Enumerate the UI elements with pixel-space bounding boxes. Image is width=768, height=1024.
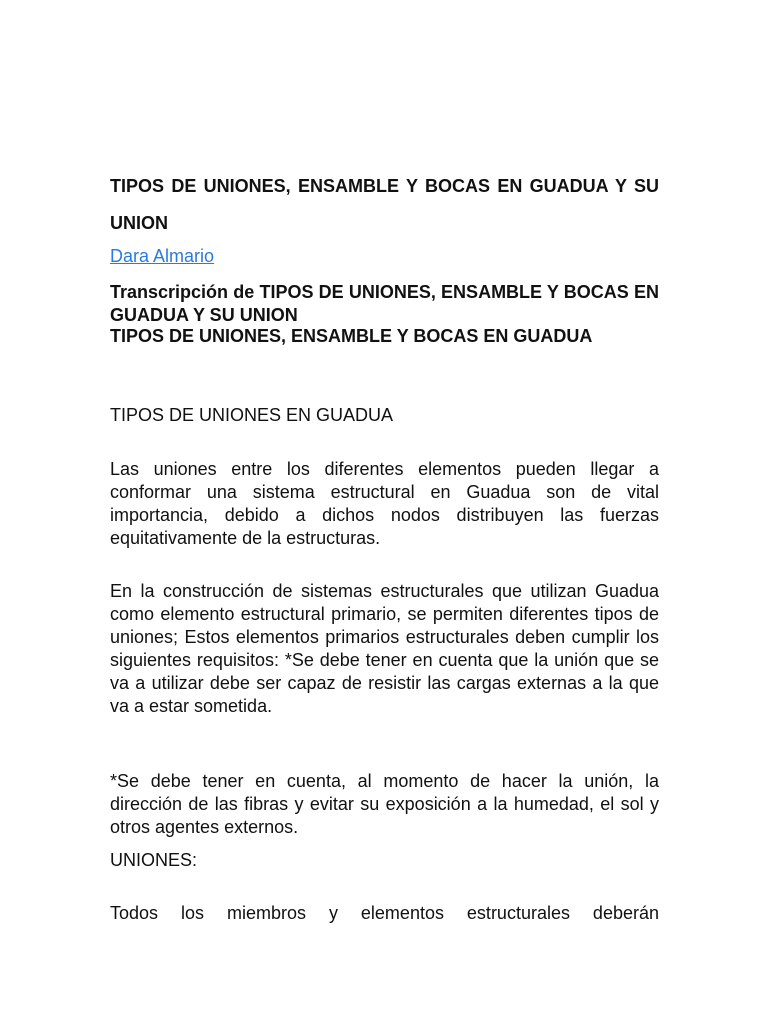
paragraph-4: Todos los miembros y elementos estructurales deberán (110, 903, 659, 923)
transcript-heading (110, 281, 659, 327)
author-link[interactable]: Dara Almario (110, 246, 215, 266)
unions-heading: UNIONES: (110, 850, 198, 870)
paragraph-2: En la construcción de sistemas estructurales que utilizan Guadua como elemento estructural primario, se permiten diferentes tipos de uniones; Estos elementos primarios estructurales deben cumplir los siguientes requisitos: *Se debe tener en cuenta que la unión que se va a utilizar debe ser capaz de resistir las cargas externas a la que va a estar sometida. (110, 581, 659, 716)
paragraph-1: Las uniones entre los diferentes elementos pueden llegar a conformar una sistema estructural en Guadua son de vital importancia, debido a dichos nodos distribuyen las fuerzas equitativamente de la estructuras. (110, 459, 659, 548)
section-heading: TIPOS DE UNIONES EN GUADUA (110, 405, 394, 425)
transcript-title: TIPOS DE UNIONES, ENSAMBLE Y BOCAS EN GUADUA Y SU UNION (110, 282, 659, 325)
transcript-prefix: Transcripción de (110, 282, 255, 302)
document-subtitle: TIPOS DE UNIONES, ENSAMBLE Y BOCAS EN GUADUA (110, 326, 593, 346)
paragraph-3: *Se debe tener en cuenta, al momento de hacer la unión, la dirección de las fibras y evitar su exposición a la humedad, el sol y otros agentes externos. (110, 771, 659, 837)
document-title: TIPOS DE UNIONES, ENSAMBLE Y BOCAS EN GUADUA Y SU UNION (110, 176, 659, 233)
document-page (110, 0, 659, 1024)
